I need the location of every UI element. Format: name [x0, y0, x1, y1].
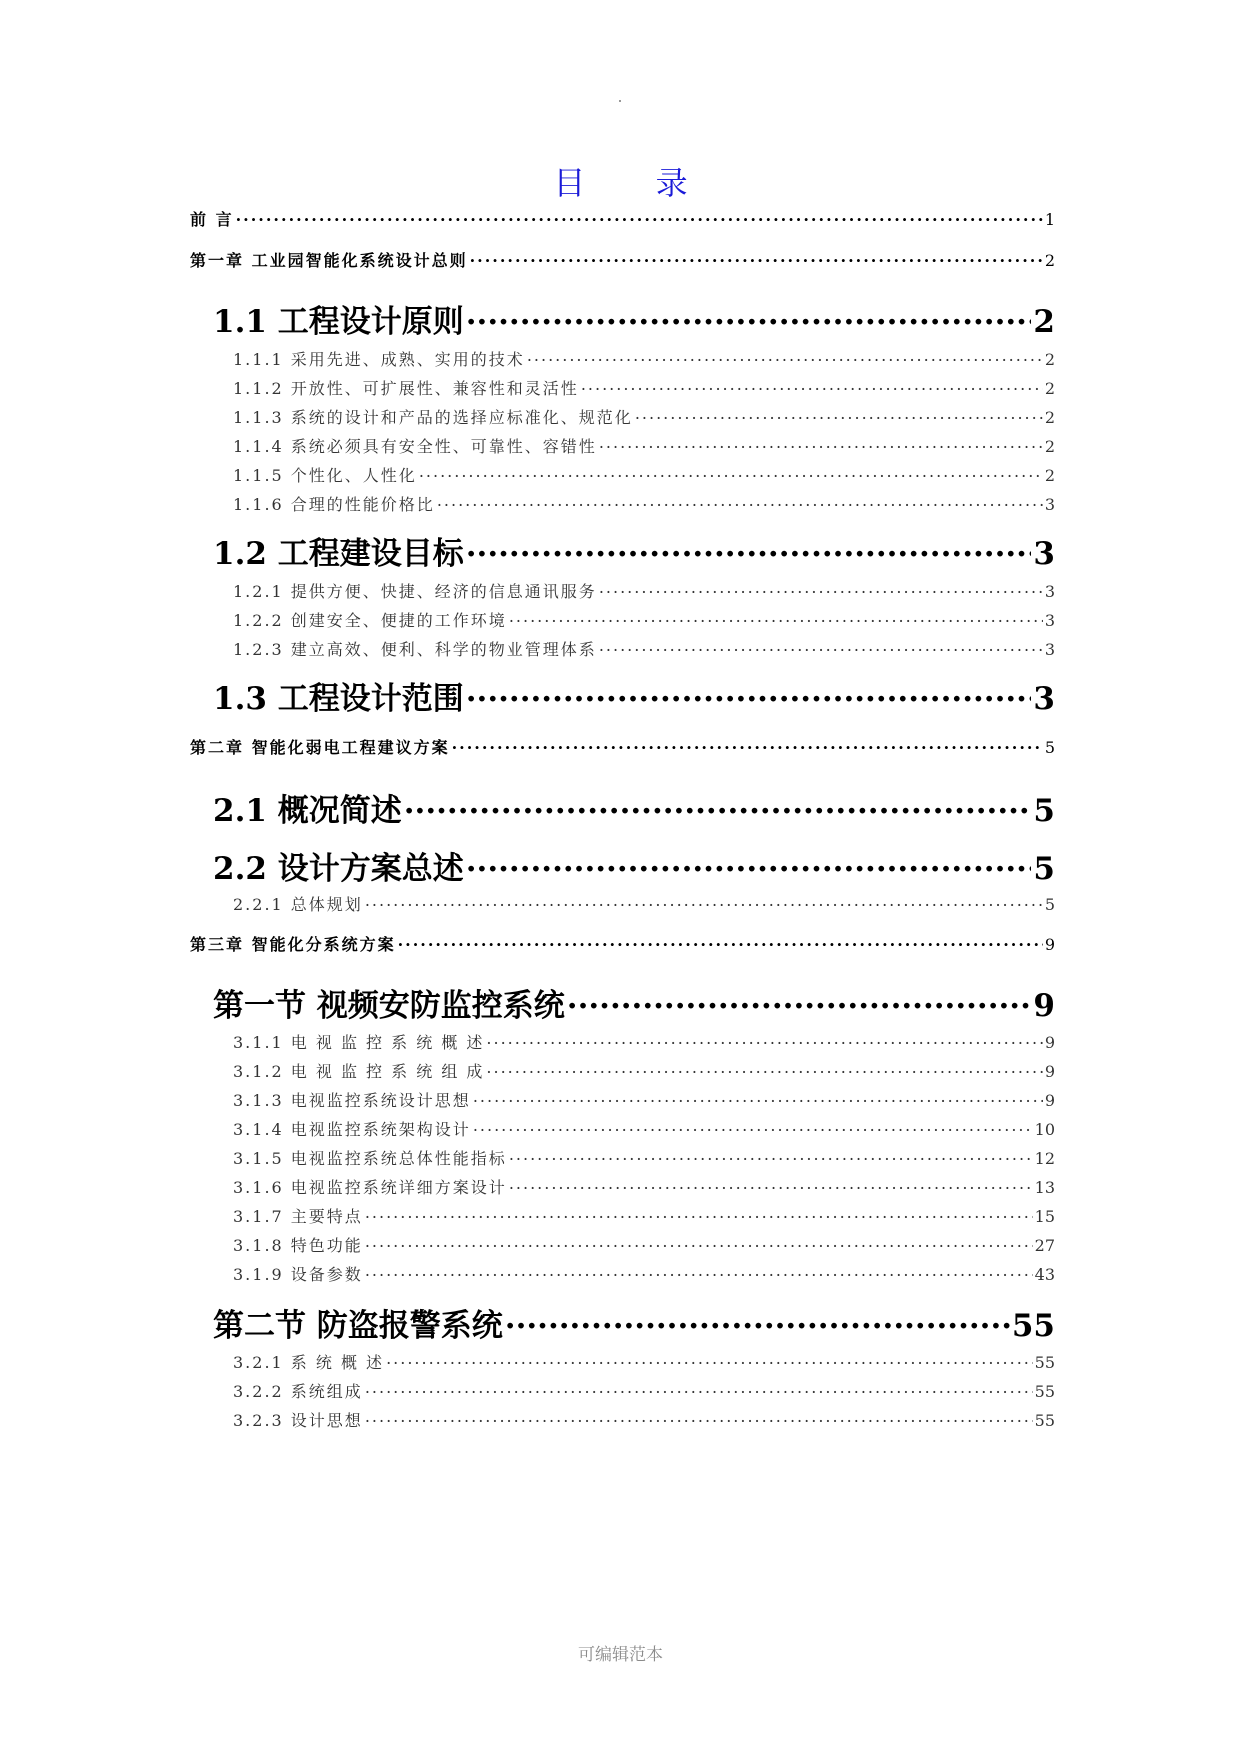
toc-entry-page: 55: [1034, 1382, 1055, 1401]
toc-entry[interactable]: [190, 932, 1055, 955]
toc-entry-page: 9: [1044, 1062, 1055, 1081]
toc-entry[interactable]: [233, 1233, 1055, 1256]
toc-leader-dots: [505, 1305, 1010, 1336]
toc-entry-page: 5: [1044, 895, 1055, 914]
toc-entry-page: 43: [1034, 1265, 1055, 1284]
toc-title: 目 录: [553, 164, 718, 202]
toc-entry-label: 前 言: [190, 210, 234, 229]
toc-entry[interactable]: [233, 1350, 1055, 1373]
toc-leader-dots: [599, 581, 1043, 597]
toc-leader-dots: [509, 1148, 1033, 1164]
toc-entry[interactable]: [233, 1379, 1055, 1402]
toc-entry[interactable]: [233, 434, 1055, 457]
toc-entry-page: 3: [1033, 681, 1055, 717]
toc-entry-label: 3.1.9 设备参数: [233, 1265, 363, 1284]
toc-leader-dots: [599, 639, 1043, 655]
toc-leader-dots: [599, 436, 1043, 452]
toc-entry-label: 第一节 视频安防监控系统: [213, 988, 565, 1024]
toc-entry[interactable]: [213, 980, 1055, 1025]
toc-entry-label: 3.1.4 电视监控系统架构设计: [233, 1120, 471, 1139]
toc-leader-dots: [365, 894, 1043, 910]
toc-leader-dots: [567, 985, 1032, 1016]
toc-entry-page: 9: [1033, 988, 1055, 1024]
toc-entry-page: 2: [1044, 408, 1055, 427]
toc-entry-label: 3.1.3 电视监控系统设计思想: [233, 1091, 471, 1110]
toc-leader-dots: [486, 1061, 1042, 1077]
toc-entry-label: 第三章 智能化分系统方案: [190, 935, 396, 954]
toc-entry-label: 2.2.1 总体规划: [233, 895, 363, 914]
toc-entry-page: 13: [1034, 1178, 1055, 1197]
toc-entry-label: 1.1.4 系统必须具有安全性、可靠性、容错性: [233, 437, 597, 456]
toc-entry-label: 1.1.1 采用先进、成熟、实用的技术: [233, 350, 525, 369]
toc-entry[interactable]: [233, 1175, 1055, 1198]
toc-entry-page: 2: [1033, 304, 1055, 340]
toc-entry-page: 5: [1033, 793, 1055, 829]
toc-leader-dots: [236, 209, 1043, 225]
toc-leader-dots: [365, 1264, 1033, 1280]
toc-leader-dots: [386, 1352, 1033, 1368]
toc-entry[interactable]: [233, 1204, 1055, 1227]
toc-entry-page: 55: [1034, 1353, 1055, 1372]
toc-entry-label: 1.2.1 提供方便、快捷、经济的信息通讯服务: [233, 582, 597, 601]
toc-entry-label: 3.1.8 特色功能: [233, 1236, 363, 1255]
toc-entry[interactable]: [233, 892, 1055, 915]
toc-leader-dots: [466, 678, 1032, 709]
toc-entry-label: 1.1.2 开放性、可扩展性、兼容性和灵活性: [233, 379, 579, 398]
toc-leader-dots: [398, 934, 1043, 950]
toc-entry-page: 27: [1034, 1236, 1055, 1255]
toc-leader-dots: [437, 494, 1043, 510]
toc-leader-dots: [404, 790, 1032, 821]
toc-entry-page: 3: [1044, 582, 1055, 601]
toc-entry-label: 1.1.6 合理的性能价格比: [233, 495, 435, 514]
toc-leader-dots: [365, 1381, 1033, 1397]
toc-entry-label: 1.1.5 个性化、人性化: [233, 466, 417, 485]
toc-leader-dots: [486, 1032, 1042, 1048]
toc-entry[interactable]: [233, 376, 1055, 399]
toc-entry[interactable]: [190, 735, 1055, 758]
toc-entry-page: 12: [1034, 1149, 1055, 1168]
toc-entry-label: 2.2 设计方案总述: [213, 851, 464, 887]
toc-entry[interactable]: [233, 1059, 1055, 1082]
toc-entry-page: 9: [1044, 1033, 1055, 1052]
toc-entry-label: 3.1.7 主要特点: [233, 1207, 363, 1226]
toc-entry-label: 3.1.2 电 视 监 控 系 统 组 成: [233, 1062, 485, 1081]
toc-entry-label: 第二节 防盗报警系统: [213, 1308, 503, 1344]
toc-entry-page: 3: [1044, 495, 1055, 514]
toc-entry-label: 3.1.5 电视监控系统总体性能指标: [233, 1149, 507, 1168]
toc-entry-page: 5: [1033, 851, 1055, 887]
toc-leader-dots: [419, 465, 1043, 481]
toc-entry-label: 1.1.3 系统的设计和产品的选择应标准化、规范化: [233, 408, 633, 427]
toc-entry[interactable]: [213, 296, 1055, 341]
toc-entry-page: 2: [1044, 350, 1055, 369]
toc-entry[interactable]: [213, 528, 1055, 573]
toc-entry-label: 1.2 工程建设目标: [213, 536, 464, 572]
toc-leader-dots: [466, 848, 1032, 879]
toc-entry-label: 3.1.6 电视监控系统详细方案设计: [233, 1178, 507, 1197]
toc-leader-dots: [635, 407, 1043, 423]
toc-leader-dots: [527, 349, 1043, 365]
toc-entry-page: 2: [1044, 251, 1055, 270]
toc-entry[interactable]: [213, 673, 1055, 718]
toc-entry-label: 1.3 工程设计范围: [213, 681, 464, 717]
toc-leader-dots: [466, 533, 1032, 564]
toc-leader-dots: [452, 737, 1043, 753]
toc-entry-page: 2: [1044, 437, 1055, 456]
toc-leader-dots: [365, 1410, 1033, 1426]
toc-entry-page: 3: [1044, 611, 1055, 630]
toc-entry[interactable]: [190, 248, 1055, 271]
page-footer: 可编辑范本: [578, 1645, 663, 1665]
toc-entry[interactable]: [233, 463, 1055, 486]
toc-entry[interactable]: [213, 1300, 1055, 1345]
toc-leader-dots: [509, 610, 1043, 626]
toc-entry[interactable]: [190, 207, 1055, 230]
toc-entry[interactable]: [213, 843, 1055, 888]
toc-entry[interactable]: [233, 608, 1055, 631]
toc-entry-page: 10: [1034, 1120, 1055, 1139]
toc-leader-dots: [466, 301, 1032, 332]
toc-entry[interactable]: [233, 405, 1055, 428]
toc-entry[interactable]: [213, 785, 1055, 830]
toc-entry-page: 2: [1044, 466, 1055, 485]
toc-entry[interactable]: [233, 1088, 1055, 1111]
toc-entry-label: 第二章 智能化弱电工程建议方案: [190, 738, 450, 757]
toc-entry-label: 3.2.2 系统组成: [233, 1382, 363, 1401]
toc-entry[interactable]: [233, 579, 1055, 602]
toc-entry[interactable]: [233, 1146, 1055, 1169]
toc-entry-label: 1.2.3 建立高效、便利、科学的物业管理体系: [233, 640, 597, 659]
toc-entry-page: 55: [1034, 1411, 1055, 1430]
toc-entry[interactable]: [233, 1117, 1055, 1140]
toc-entry-page: 2: [1044, 379, 1055, 398]
toc-leader-dots: [365, 1206, 1033, 1222]
toc-entry-label: 3.2.3 设计思想: [233, 1411, 363, 1430]
toc-entry-page: 5: [1044, 738, 1055, 757]
toc-entry-page: 9: [1044, 935, 1055, 954]
toc-entry[interactable]: [233, 492, 1055, 515]
toc-entry-label: 1.1 工程设计原则: [213, 304, 464, 340]
toc-entry-label: 2.1 概况简述: [213, 793, 402, 829]
toc-entry-page: 3: [1033, 536, 1055, 572]
toc-leader-dots: [473, 1119, 1033, 1135]
toc-leader-dots: [581, 378, 1043, 394]
toc-entry-label: 3.1.1 电 视 监 控 系 统 概 述: [233, 1033, 485, 1052]
toc-entry-page: 3: [1044, 640, 1055, 659]
toc-entry[interactable]: [233, 1408, 1055, 1431]
toc-entry[interactable]: [233, 1030, 1055, 1053]
toc-entry-page: 55: [1011, 1308, 1055, 1344]
toc-leader-dots: [365, 1235, 1033, 1251]
toc-entry-label: 1.2.2 创建安全、便捷的工作环境: [233, 611, 507, 630]
toc-leader-dots: [473, 1090, 1043, 1106]
toc-entry[interactable]: [233, 347, 1055, 370]
toc-entry[interactable]: [233, 637, 1055, 660]
toc-entry-page: 15: [1034, 1207, 1055, 1226]
toc-entry-label: 3.2.1 系 统 概 述: [233, 1353, 385, 1372]
toc-entry-page: 9: [1044, 1091, 1055, 1110]
toc-leader-dots: [509, 1177, 1033, 1193]
toc-entry[interactable]: [233, 1262, 1055, 1285]
toc-leader-dots: [470, 250, 1043, 266]
toc-entry-page: 1: [1044, 210, 1055, 229]
toc-entry-label: 第一章 工业园智能化系统设计总则: [190, 251, 468, 270]
